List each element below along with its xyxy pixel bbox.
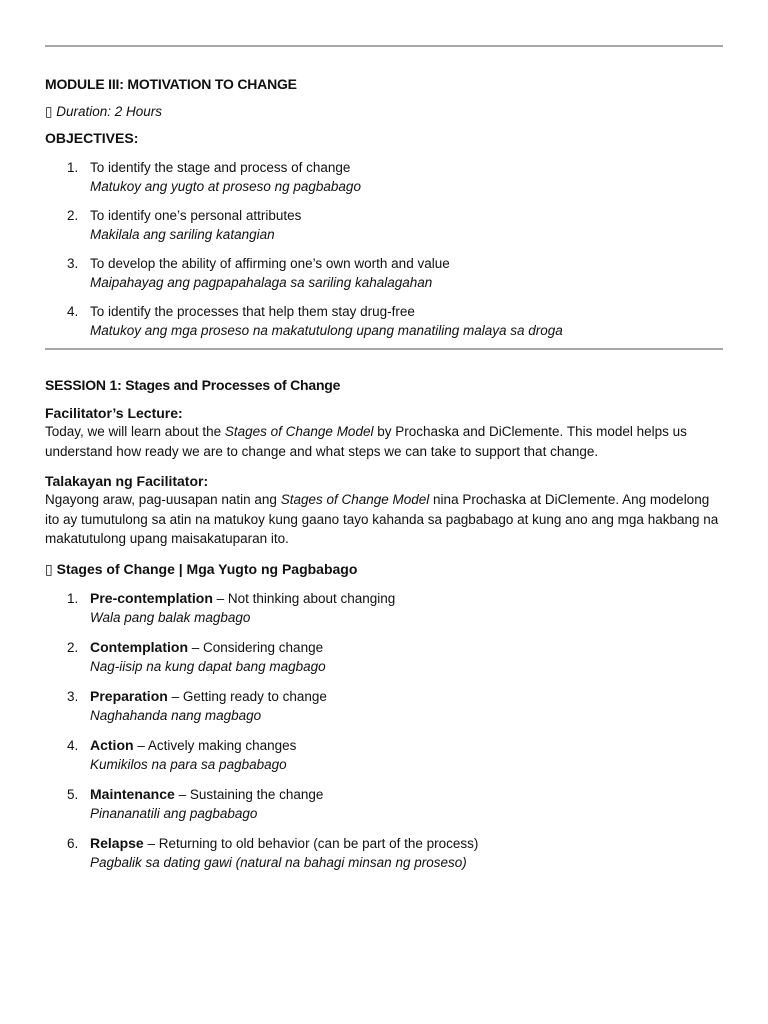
stage-name: Pre-contemplation [90,589,213,606]
objective-number: 2. [67,208,79,223]
stage-translation: Naghahanda nang magbago [90,707,262,723]
stage-item [45,785,723,823]
clock-icon: ▯ [45,104,53,119]
model-name: Stages of Change Model [224,424,374,439]
talakayan-heading: Talakayan ng Facilitator: [45,473,209,489]
stage-description: – Returning to old behavior (can be part of the process) [143,835,479,851]
session-title: SESSION 1: Stages and Processes of Change [45,377,341,393]
stage-translation: Pinananatili ang pagbabago [90,805,258,821]
objectives-list [45,158,723,340]
lecture-heading: Facilitator’s Lecture: [45,405,183,421]
stage-translation: Kumikilos na para sa pagbabago [90,756,287,772]
stage-name: Preparation [90,687,168,704]
stage-number: 1. [67,590,79,606]
objective-number: 4. [67,304,79,319]
objective-item [45,302,723,340]
objective-item [45,158,723,196]
stage-description: – Getting ready to change [167,688,327,704]
talakayan-text-start: Ngayong araw, pag-uusapan natin ang [45,492,281,507]
stage-translation: Nag-iisip na kung dapat bang magbago [90,658,326,674]
objectives-heading: OBJECTIVES: [45,130,139,146]
section-divider [45,348,723,350]
stage-item [45,638,723,676]
lecture-text-end: by Prochaska and DiClemente. This model helps us understand how ready we are to change and what steps we can take to support that change. [45,424,687,459]
stage-number: 2. [67,639,79,655]
stage-item [45,589,723,627]
objective-text: To identify the processes that help them stay drug-free [90,304,415,319]
document-page [45,0,723,883]
stage-name: Action [90,736,134,753]
talakayan-paragraph [45,490,723,549]
stage-name: Contemplation [90,638,188,655]
objective-text: To develop the ability of affirming one’s own worth and value [90,256,450,271]
stage-number: 6. [67,835,79,851]
stages-list [45,589,723,872]
objective-translation: Makilala ang sariling katangian [90,227,275,242]
top-divider [45,45,723,47]
stages-heading-text: Stages of Change | Mga Yugto ng Pagbabago [56,560,358,577]
objective-translation: Matukoy ang yugto at proseso ng pagbabago [90,179,361,194]
stage-description: – Actively making changes [133,737,297,753]
talakayan-text-end: nina Prochaska at DiClemente. Ang modelong ito ay tumutulong sa atin na matukoy kung gaano tayo kahanda sa pagbabago at kung ano ang mga hakbang na makatutulong upang maisakatuparan ito. [45,492,719,546]
lecture-text-start: Today, we will learn about the [45,424,225,439]
objective-number: 1. [67,160,79,175]
stage-description: – Not thinking about changing [212,590,396,606]
stages-icon: ▯ [45,560,53,577]
stage-number: 4. [67,737,79,753]
stage-name: Relapse [90,834,144,851]
stage-name: Maintenance [90,785,175,802]
module-title: MODULE III: MOTIVATION TO CHANGE [45,76,297,92]
stages-heading [45,561,723,578]
stage-translation: Pagbalik sa dating gawi (natural na bahagi minsan ng proseso) [90,854,467,870]
lecture-paragraph [45,422,723,461]
objective-item [45,206,723,244]
objective-text: To identify one’s personal attributes [90,208,302,223]
stage-item [45,736,723,774]
objective-item [45,254,723,292]
stage-description: – Sustaining the change [174,786,324,802]
duration-line [45,104,723,120]
duration-text: Duration: 2 Hours [56,104,163,119]
stage-translation: Wala pang balak magbago [90,609,251,625]
objective-number: 3. [67,256,79,271]
objective-text: To identify the stage and process of change [90,160,351,175]
stage-item [45,687,723,725]
objective-translation: Maipahayag ang pagpapahalaga sa sariling kahalagahan [90,275,433,290]
stage-number: 5. [67,786,79,802]
stage-description: – Considering change [188,639,324,655]
stage-number: 3. [67,688,79,704]
objective-translation: Matukoy ang mga proseso na makatutulong upang manatiling malaya sa droga [90,323,563,338]
stage-item [45,834,723,872]
model-name: Stages of Change Model [280,492,430,507]
